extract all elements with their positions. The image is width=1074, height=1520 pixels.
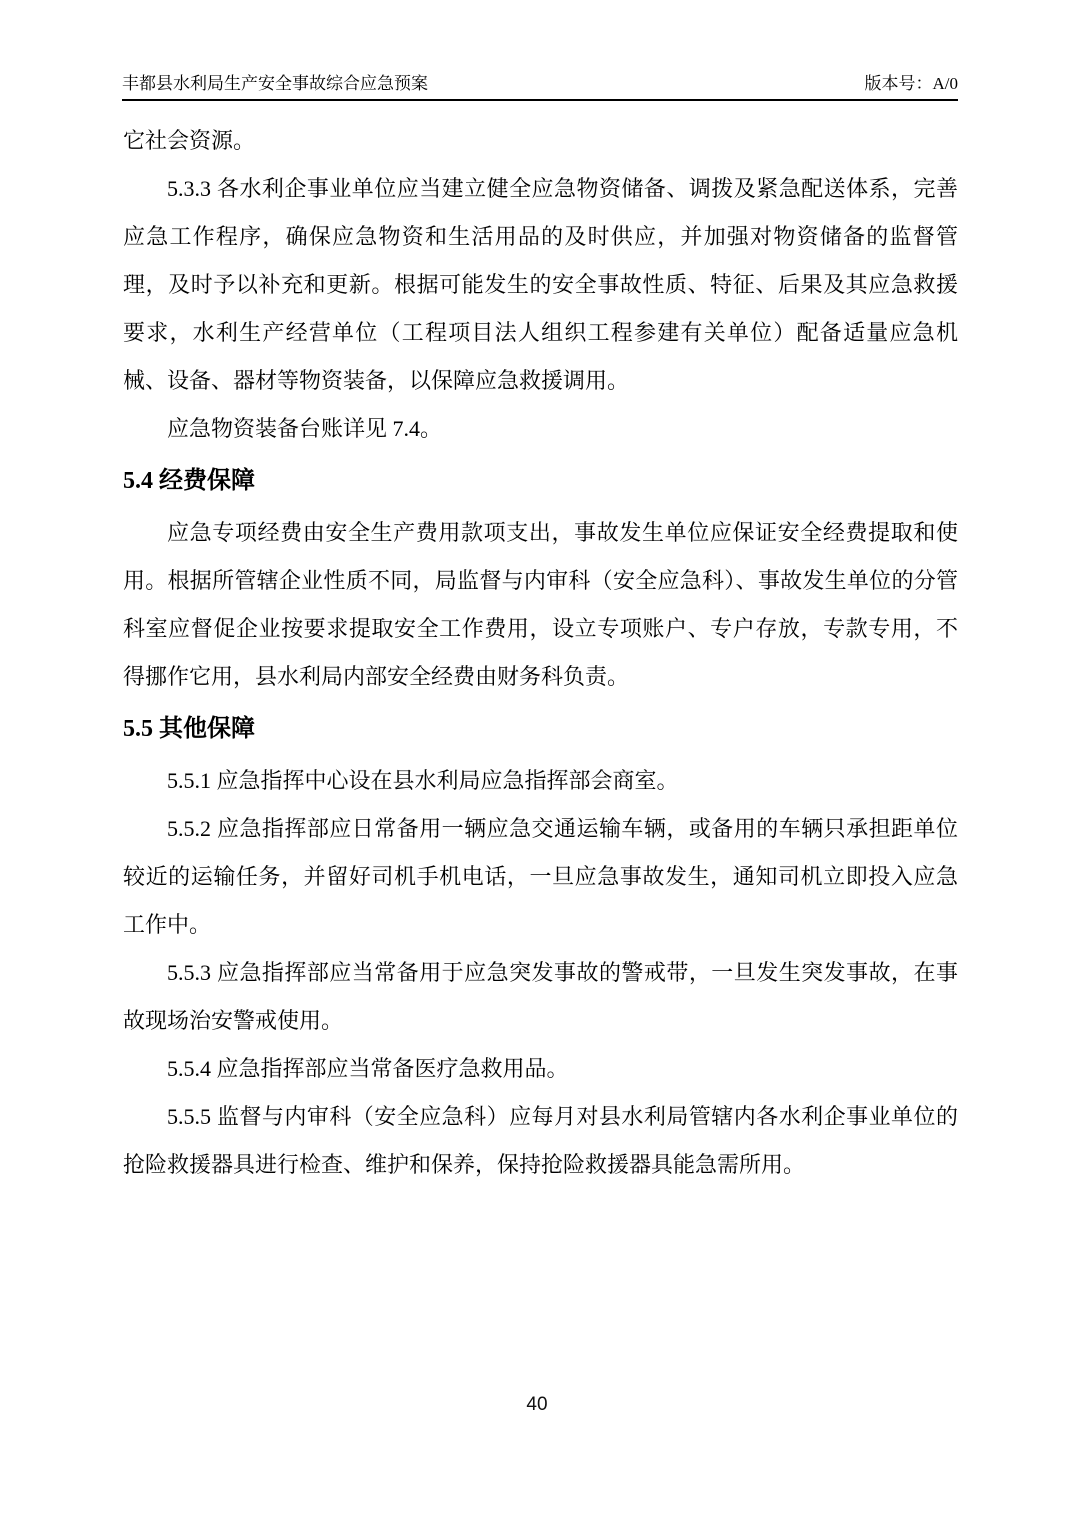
section-heading-5-4: 5.4 经费保障 xyxy=(123,468,255,494)
paragraph-5-5-4: 5.5.4 应急指挥部应当常备医疗急救用品。 xyxy=(167,1056,569,1081)
paragraph-5-5-1: 5.5.1 应急指挥中心设在县水利局应急指挥部会商室。 xyxy=(167,768,679,793)
header-version-label: 版本号：A/0 xyxy=(864,74,958,93)
paragraph-funding: 应急专项经费由安全生产费用款项支出，事故发生单位应保证安全经费提取和使用。根据所管辖企业性质不同，局监督与内审科（安全应急科）、事故发生单位的分管科室应督促企业按要求提取安全工作费用，设立专项账户、专户存放，专款专用，不得挪作它用，县水利局内部安全经费由财务科负责。 xyxy=(123,520,958,689)
page-header xyxy=(122,74,958,101)
paragraph-5-5-2: 5.5.2 应急指挥部应日常备用一辆应急交通运输车辆，或备用的车辆只承担距单位较近的运输任务，并留好司机手机电话，一旦应急事故发生，通知司机立即投入应急工作中。 xyxy=(123,816,958,937)
section-heading-5-5: 5.5 其他保障 xyxy=(123,716,255,742)
page-number: 40 xyxy=(526,1394,548,1415)
document-body xyxy=(123,117,958,1189)
paragraph-continuation: 它社会资源。 xyxy=(123,128,256,153)
paragraph-5-3-3: 5.3.3 各水利企事业单位应当建立健全应急物资储备、调拨及紧急配送体系，完善应急工作程序，确保应急物资和生活用品的及时供应，并加强对物资储备的监督管理，及时予以补充和更新。根据可能发生的安全事故性质、特征、后果及其应急救援要求，水利生产经营单位（工程项目法人组织工程参建有关单位）配备适量应急机械、设备、器材等物资装备，以保障应急救援调用。 xyxy=(123,176,958,393)
page-footer xyxy=(0,1394,1074,1416)
paragraph-5-5-5: 5.5.5 监督与内审科（安全应急科）应每月对县水利局管辖内各水利企事业单位的抢险救援器具进行检查、维护和保养，保持抢险救援器具能急需所用。 xyxy=(123,1104,958,1177)
header-document-title: 丰都县水利局生产安全事故综合应急预案 xyxy=(122,74,428,93)
paragraph-5-5-3: 5.5.3 应急指挥部应当常备用于应急突发事故的警戒带，一旦发生突发事故，在事故现场治安警戒使用。 xyxy=(123,960,958,1033)
paragraph-materials-ledger: 应急物资装备台账详见 7.4。 xyxy=(167,416,443,441)
